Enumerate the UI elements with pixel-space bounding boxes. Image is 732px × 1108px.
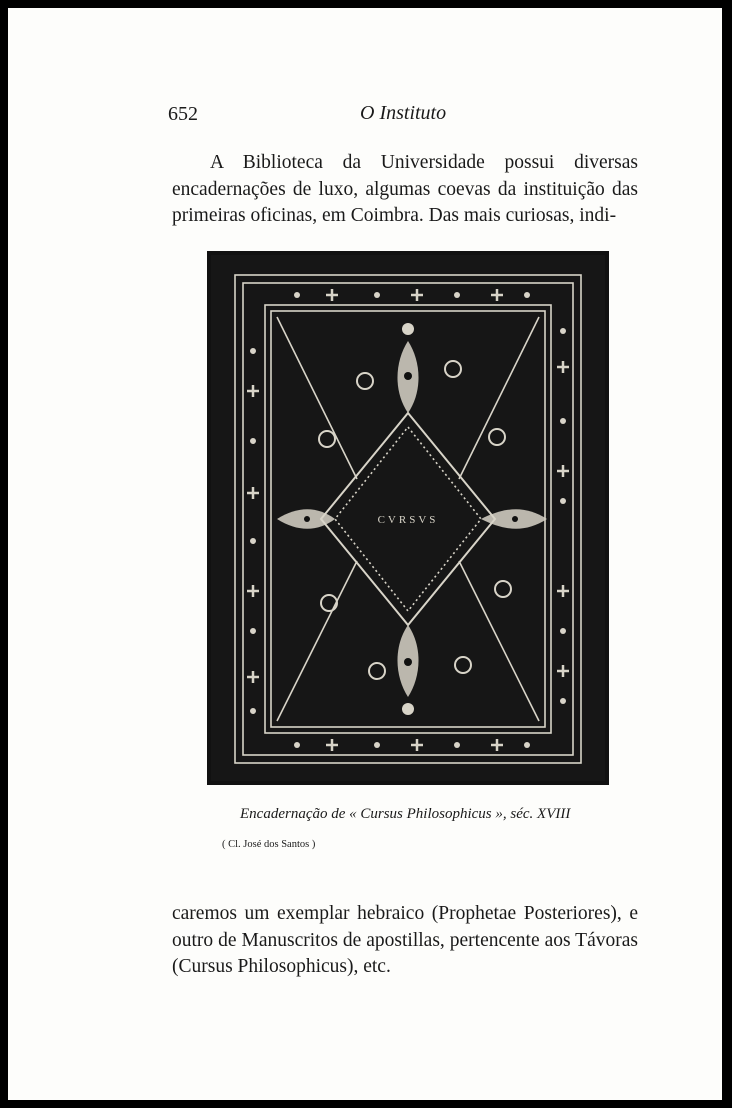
paragraph-top: A Biblioteca da Universidade possui diversas encadernações de luxo, algumas coevas da instituição das primeiras oficinas, em Coimbra. Das mais curiosas, indi-	[172, 152, 638, 226]
binding-illustration	[207, 251, 609, 785]
figure-caption: Encadernação de « Cursus Philosophicus », séc. XVIII	[240, 806, 571, 822]
page-number: 652	[168, 103, 198, 125]
photo-credit: ( Cl. José dos Santos )	[222, 839, 316, 850]
paragraph-bottom: caremos um exemplar hebraico (Prophetae Posteriores), e outro de Manuscritos de apostillas, pertencente aos Távoras (Cursus Philosophicus), etc.	[172, 903, 638, 977]
book-page	[8, 8, 722, 1100]
spine-lettering: CVRSVS	[377, 514, 439, 526]
running-title: O Instituto	[360, 102, 447, 124]
binding-photograph	[207, 251, 609, 785]
